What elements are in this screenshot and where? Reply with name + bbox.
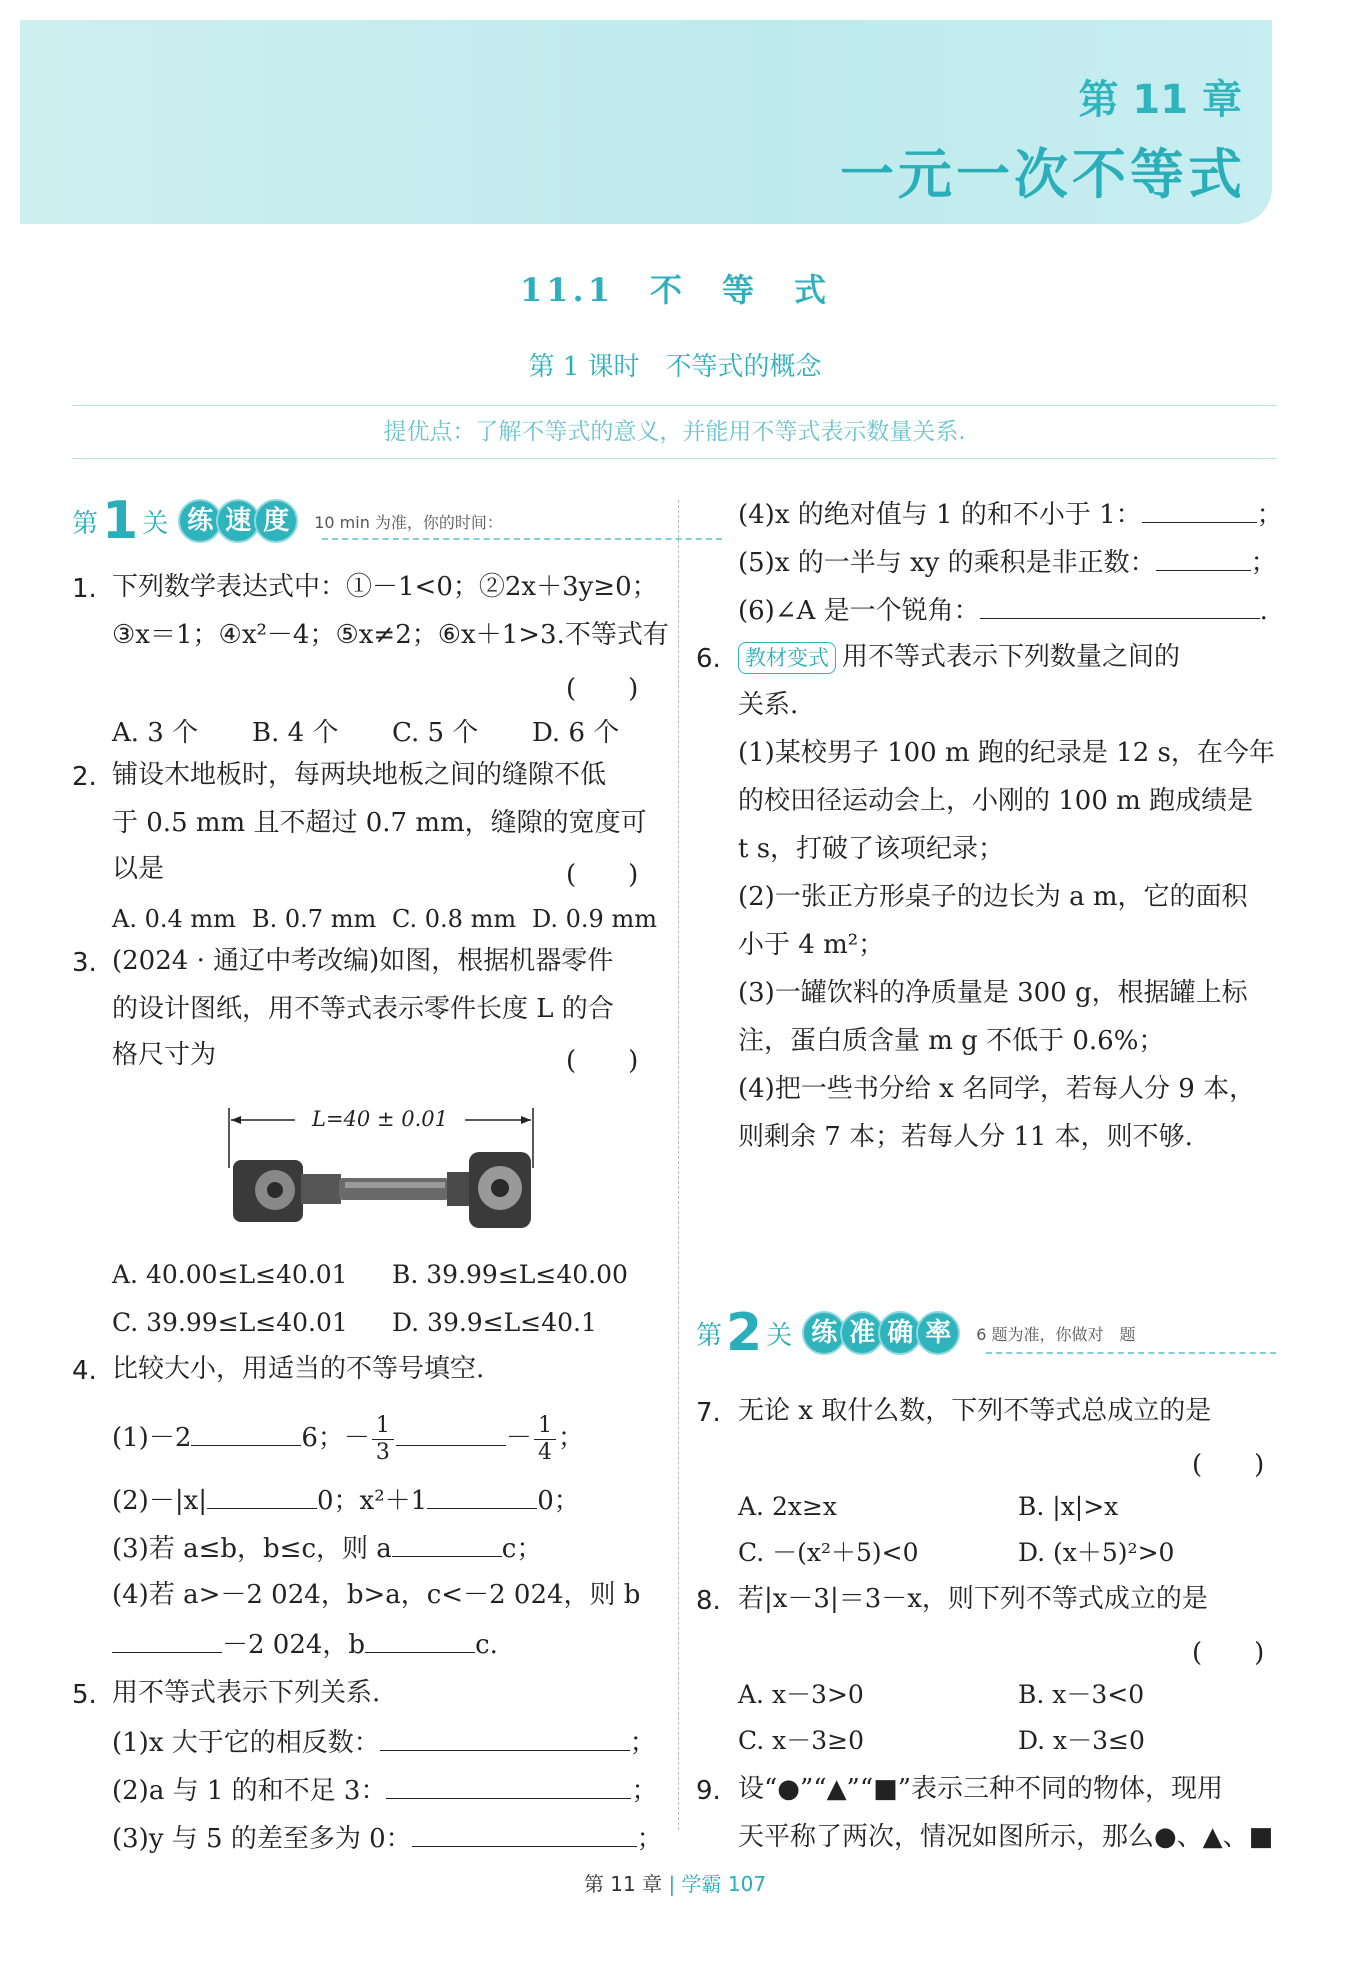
q5-line1: 用不等式表示下列关系. [112,1678,381,1708]
chapter-title: 一元一次不等式 [840,143,1246,206]
q5-sub4-end: ； [1256,500,1283,530]
q4-blank7[interactable] [365,1626,475,1653]
q4-part4-line1: (4)若 a>－2 024，b>a，c<－2 024，则 b [112,1580,641,1610]
q1-option-b: B. 4 个 [252,718,339,748]
footer-separator: | [668,1872,676,1896]
q1-number: 1. [72,574,97,604]
q5-sub1-end: ； [629,1728,656,1758]
q8-number: 8. [696,1586,721,1616]
level2-hint: 6 题为准，你做对 题 [976,1324,1136,1344]
q8-option-b: B. x－3<0 [1018,1680,1145,1709]
q3-line2: 的设计图纸，用不等式表示零件长度 L 的合 [112,994,614,1024]
page-footer [0,1868,1350,1897]
q6-line1 [738,640,1180,674]
q6-a3: t s，打破了该项纪录； [738,834,1005,864]
q4-blank3[interactable] [207,1482,317,1509]
footer-brand: 学霸 [681,1872,722,1896]
q4-blank6[interactable] [112,1626,222,1653]
q8-line1: 若|x－3|＝3－x，则下列不等式成立的是 [738,1584,1208,1614]
q4-part2 [112,1482,580,1518]
tip-box: 提优点：了解不等式的意义，并能用不等式表示数量关系. [72,405,1277,459]
q6-d2: 则剩余 7 本；若每人分 11 本，则不够. [738,1122,1193,1152]
q9-line1: 设“●”“▲”“■”表示三种不同的物体，现用 [738,1774,1223,1804]
lesson-title: 第 1 课时 不等式的概念 [528,352,822,382]
q5-blank5[interactable] [1156,544,1251,571]
q5-blank1[interactable] [380,1724,630,1751]
q5-sub2-end: ； [631,1776,658,1806]
q5-sub3-text: (3)y 与 5 的差至多为 0： [112,1824,412,1854]
q4-part3 [112,1530,542,1566]
level1-guan: 关 [142,508,169,539]
section-title: 11.1 不 等 式 [520,271,830,309]
q4-blank5[interactable] [392,1530,502,1557]
q4-part2-b: 0；x²＋1 [317,1486,428,1516]
q6-a1: (1)某校男子 100 m 跑的纪录是 12 s，在今年 [738,738,1275,768]
q5-blank4[interactable] [1142,496,1257,523]
q6-line2: 关系. [738,690,799,720]
level1-num: 1 [102,491,139,551]
q5-sub6 [738,592,1268,628]
q2-option-c: C. 0.8 mm [392,905,517,933]
driveshaft-illustration [225,1098,545,1238]
q5-sub5-end: ； [1250,548,1277,578]
q6-d1: (4)把一些书分给 x 名同学，若每人分 9 本， [738,1074,1256,1104]
chapter-number: 第 11 章 [1078,77,1242,123]
q6-b2: 小于 4 m²； [738,930,885,960]
q6-line1-text: 用不等式表示下列数量之间的 [842,642,1181,672]
q6-number: 6. [696,644,721,674]
level2-dashline [986,1352,1276,1354]
q6-c1: (3)一罐饮料的净质量是 300 g，根据罐上标 [738,978,1248,1008]
q4-number: 4. [72,1356,97,1386]
level1-char: 度 [254,499,298,543]
q7-option-a: A. 2x≥x [738,1492,837,1521]
q4-frac1-den: 3 [375,1439,390,1465]
q1-line1: 下列数学表达式中：①－1<0；②2x＋3y≥0； [112,572,658,602]
q9-line2: 天平称了两次，情况如图所示，那么●、▲、■ [738,1822,1274,1852]
level1-di: 第 [72,508,99,539]
q9-number: 9. [696,1776,721,1806]
q3-line3: 格尺寸为 [112,1040,217,1070]
q5-sub4-text: (4)x 的绝对值与 1 的和不小于 1： [738,500,1142,530]
level2-badge [802,1311,954,1355]
level1-header [72,491,652,551]
q4-part4-line2 [112,1626,498,1662]
q5-sub1 [112,1724,656,1760]
q6-tag: 教材变式 [738,642,836,674]
q8-option-c: C. x－3≥0 [738,1726,864,1755]
q7-line1: 无论 x 取什么数，下列不等式总成立的是 [738,1396,1212,1426]
q1-option-a: A. 3 个 [112,718,199,748]
q4-part2-a: (2)－|x| [112,1486,208,1516]
q4-blank2[interactable] [396,1419,506,1446]
q5-sub5 [738,544,1277,580]
q5-sub3 [112,1820,663,1856]
q4-part1-c: － [505,1423,532,1453]
level2-char: 确 [878,1311,922,1355]
q5-sub2-text: (2)a 与 1 的和不足 3： [112,1776,387,1806]
level2-char: 练 [802,1311,846,1355]
q3-number: 3. [72,948,97,978]
q4-blank1[interactable] [191,1419,301,1446]
level2-header [696,1303,1276,1363]
q1-answer-paren: ( ) [566,674,639,704]
level1-dashline [322,538,722,540]
q3-figure-label: L=40 ± 0.01 [312,1107,448,1131]
q5-sub1-text: (1)x 大于它的相反数： [112,1728,380,1758]
q4-blank4[interactable] [427,1482,537,1509]
level1-badge [178,499,292,543]
q1-option-c: C. 5 个 [392,718,479,748]
q2-option-a: A. 0.4 mm [112,905,236,933]
q3-line1: (2024 · 通辽中考改编)如图，根据机器零件 [112,946,614,976]
q8-answer-paren: ( ) [1192,1638,1265,1668]
q4-line1: 比较大小，用适当的不等号填空. [112,1354,485,1384]
page-number: 107 [727,1872,767,1896]
q5-sub4 [738,496,1283,532]
q7-answer-paren: ( ) [1192,1450,1265,1480]
q2-line3: 以是 [112,854,165,884]
q2-answer-paren: ( ) [566,860,639,890]
q4-frac2-den: 4 [537,1439,552,1465]
q7-number: 7. [696,1398,721,1428]
q8-option-d: D. x－3≤0 [1018,1726,1145,1755]
level2-char: 准 [840,1311,884,1355]
q5-sub6-text: (6)∠A 是一个锐角： [738,596,980,626]
q7-option-b: B. |x|>x [1018,1492,1119,1521]
q2-line1: 铺设木地板时，每两块地板之间的缝隙不低 [112,760,607,790]
q5-sub2 [112,1772,658,1808]
q2-option-d: D. 0.9 mm [532,905,657,933]
q5-blank3[interactable] [412,1820,637,1847]
level1-char: 练 [178,499,222,543]
q4-part1-b: 6；－ [301,1423,370,1453]
q1-line2: ③x＝1；④x²－4；⑤x≠2；⑥x＋1>3.不等式有 [112,620,669,650]
q5-blank6[interactable] [980,592,1260,619]
q7-option-c: C. －(x²＋5)<0 [738,1538,919,1567]
q2-line2: 于 0.5 mm 且不超过 0.7 mm，缝隙的宽度可 [112,808,647,838]
q3-option-d: D. 39.9≤L≤40.1 [392,1308,597,1337]
q4-part4-c: c. [475,1630,498,1660]
q7-option-d: D. (x＋5)²>0 [1018,1538,1175,1567]
q8-option-a: A. x－3>0 [738,1680,864,1709]
level1-char: 速 [216,499,260,543]
q4-fraction2 [534,1413,556,1466]
q4-frac2-num: 1 [534,1413,556,1440]
q4-part3-b: c； [501,1534,543,1564]
q6-b1: (2)一张正方形桌子的边长为 a m，它的面积 [738,882,1248,912]
level2-guan: 关 [766,1320,793,1351]
q4-part1-a: (1)－2 [112,1423,192,1453]
q4-part1-d: ； [557,1423,584,1453]
q4-frac1-num: 1 [372,1413,394,1440]
level2-di: 第 [696,1320,723,1351]
q2-number: 2. [72,762,97,792]
column-divider [678,500,679,1830]
q5-sub6-end: . [1259,596,1268,626]
footer-chapter: 第 11 章 [583,1872,663,1896]
q4-part2-c: 0； [537,1486,580,1516]
level2-char: 率 [916,1311,960,1355]
level1-hint: 10 min 为准，你的时间： [314,512,503,532]
q3-option-b: B. 39.99≤L≤40.00 [392,1260,628,1289]
level2-num: 2 [726,1303,763,1363]
q3-option-c: C. 39.99≤L≤40.01 [112,1308,348,1337]
q4-part4-b: －2 024，b [222,1630,366,1660]
q5-sub3-end: ； [636,1824,663,1854]
q4-fraction1 [372,1413,394,1466]
q3-option-a: A. 40.00≤L≤40.01 [112,1260,348,1289]
q3-answer-paren: ( ) [566,1046,639,1076]
q4-part3-a: (3)若 a≤b，b≤c，则 a [112,1534,392,1564]
q4-part1 [112,1408,584,1468]
q5-sub5-text: (5)x 的一半与 xy 的乘积是非正数： [738,548,1156,578]
q3-figure [225,1098,545,1238]
q5-number: 5. [72,1680,97,1710]
q2-option-b: B. 0.7 mm [252,905,377,933]
q6-a2: 的校田径运动会上，小刚的 100 m 跑成绩是 [738,786,1254,816]
q1-option-d: D. 6 个 [532,718,620,748]
q6-c2: 注，蛋白质含量 m g 不低于 0.6%； [738,1026,1165,1056]
q5-blank2[interactable] [386,1772,631,1799]
